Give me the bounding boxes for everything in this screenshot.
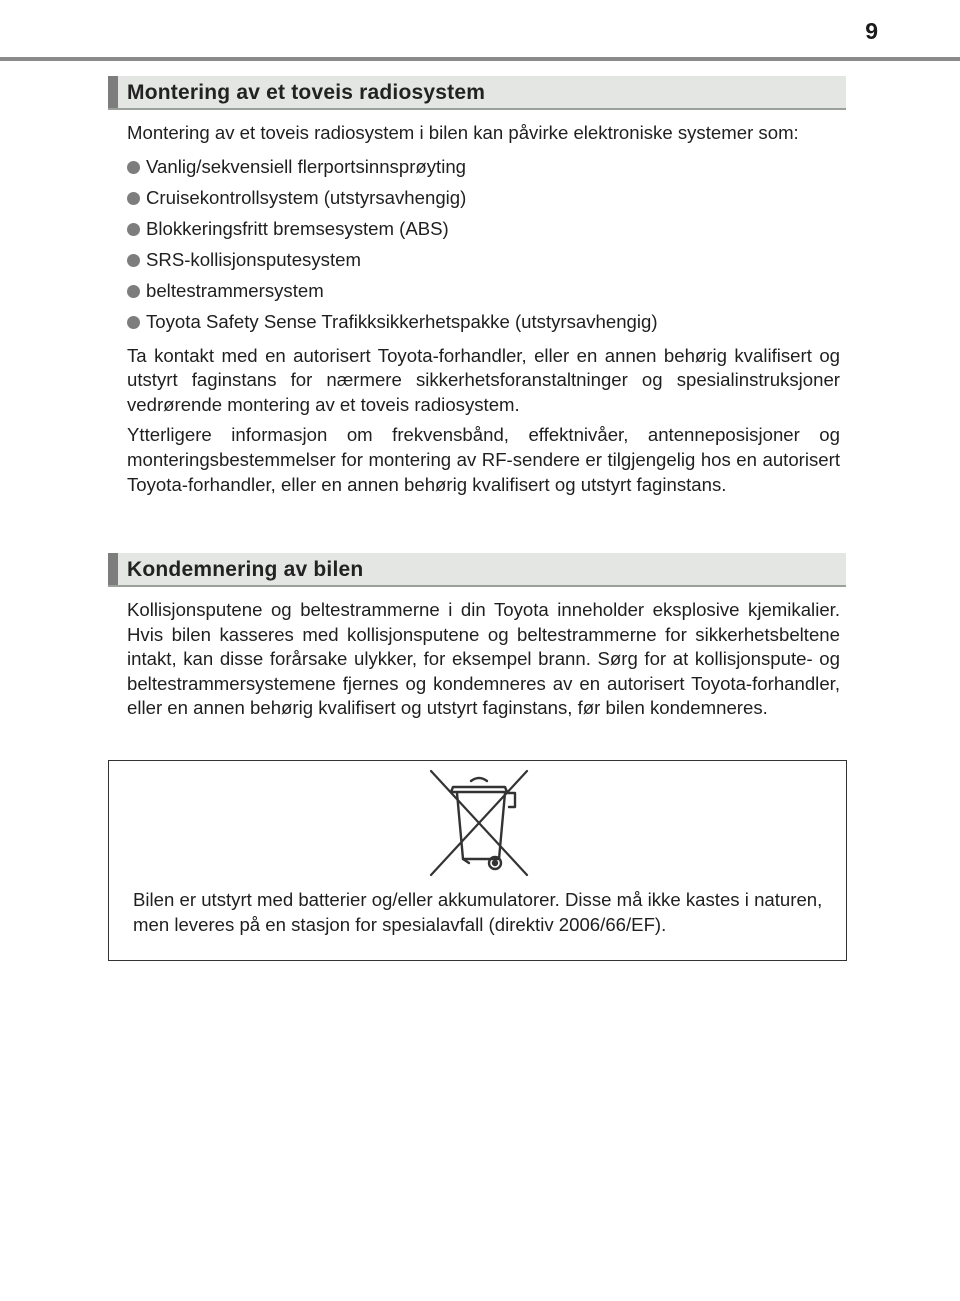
- bullet-icon: [127, 285, 140, 298]
- page-number: 9: [865, 18, 878, 44]
- intro-paragraph: Montering av et toveis radiosystem i bilen kan påvirke elektroniske systemer som:: [127, 122, 799, 143]
- list-item-label: SRS-kollisjonsputesystem: [146, 248, 361, 270]
- heading-accent-bar: [108, 76, 118, 108]
- dealer-contact-paragraph: Ta kontakt med en autorisert Toyota-forhandler, eller en annen behørig kvalifisert og utstyrt faginstans for nærmere sikkerhetsforanstaltninger og spesialinstruksjoner vedrørende montering av et toveis radiosystem.: [127, 344, 840, 415]
- section-body-disposal: [127, 598, 840, 727]
- list-item: [127, 214, 840, 245]
- list-item-label: Cruisekontrollsystem (utstyrsavhengig): [146, 186, 467, 208]
- list-item: [127, 276, 840, 307]
- section-heading-disposal: [108, 553, 846, 587]
- list-item-label: Toyota Safety Sense Trafikksikkerhetspakke (utstyrsavhengig): [146, 310, 658, 332]
- section-title: Montering av et toveis radiosystem: [127, 81, 486, 104]
- list-item: [127, 307, 840, 338]
- bullet-icon: [127, 254, 140, 267]
- section-title: Kondemnering av bilen: [127, 558, 364, 581]
- list-item-label: beltestrammersystem: [146, 279, 324, 301]
- rf-info-paragraph: Ytterligere informasjon om frekvensbånd, effektnivåer, antenneposisjoner og monteringsbestemmelser for montering av RF-sendere er tilgjengelig hos en autorisert Toyota-forhandler, eller en annen behørig kvalifisert og utstyrt faginstans.: [127, 424, 840, 495]
- bullet-icon: [127, 223, 140, 236]
- list-item-label: Blokkeringsfritt bremsesystem (ABS): [146, 217, 449, 239]
- header-rule: [0, 57, 960, 61]
- notice-text: Bilen er utstyrt med batterier og/eller akkumulatorer. Disse må ikke kastes i naturen, men leveres på en stasjon for spesialavfall (direktiv 2006/66/EF).: [133, 889, 823, 935]
- crossed-out-wheelie-bin-icon: [425, 767, 533, 879]
- affected-systems-list: [127, 152, 840, 338]
- bullet-icon: [127, 316, 140, 329]
- section-heading-radio: [108, 76, 846, 110]
- disposal-paragraph: Kollisjonsputene og beltestrammerne i din Toyota inneholder eksplosive kjemikalier. Hvis bilen kasseres med kollisjonsputene og beltestrammerne for sikkerhetsbeltene intakt, kan disse forårsake ulykker, for eksempel brann. Sørg for at kollisjonspute- og beltestrammersystemene fjernes og kondemneres av en autorisert Toyota-forhandler, eller en annen behørig kvalifisert og utstyrt faginstans, før bilen kondemneres.: [127, 599, 840, 719]
- bullet-icon: [127, 192, 140, 205]
- heading-accent-bar: [108, 553, 118, 585]
- list-item-label: Vanlig/sekvensiell flerportsinnsprøyting: [146, 155, 467, 177]
- list-item: [127, 152, 840, 183]
- list-item: [127, 245, 840, 276]
- battery-notice-box: [108, 760, 847, 961]
- list-item: [127, 183, 840, 214]
- section-body-radio: [127, 121, 840, 503]
- bullet-icon: [127, 161, 140, 174]
